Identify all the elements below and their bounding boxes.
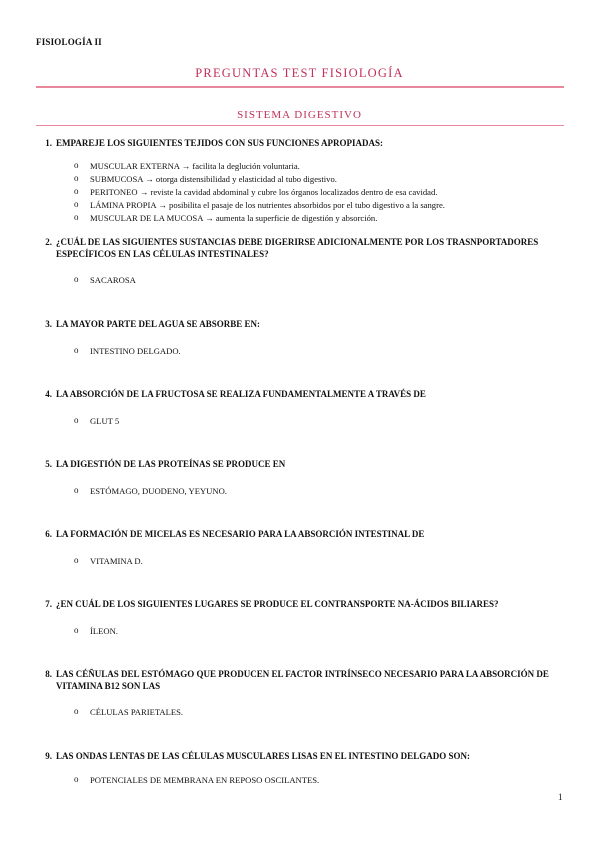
answer-item: o MUSCULAR DE LA MUCOSA → aumenta la superficie de digestión y absorción. (74, 212, 378, 223)
question-8 (36, 668, 564, 692)
bullet-icon: o (74, 555, 79, 565)
question-number: 6. (45, 529, 52, 539)
answer-item: o INTESTINO DELGADO. (74, 345, 181, 356)
question-text: ¿EN CUÁL DE LOS SIGUIENTES LUGARES SE PRODUCE EL CONTRANSPORTE NA-ÁCIDOS BILIARES? (56, 599, 499, 609)
bullet-icon: o (74, 485, 79, 495)
question-5 (36, 458, 564, 470)
bullet-icon: o (74, 774, 79, 784)
bullet-icon: o (74, 415, 79, 425)
bullet-icon: o (74, 186, 79, 196)
question-text: LA MAYOR PARTE DEL AGUA SE ABSORBE EN: (56, 319, 260, 329)
question-number: 2. (45, 237, 52, 247)
bullet-icon: o (74, 212, 79, 222)
bullet-icon: o (74, 706, 79, 716)
question-number: 9. (45, 751, 52, 761)
bullet-icon: o (74, 160, 79, 170)
answer-item: o GLUT 5 (74, 415, 120, 426)
answer-item: o LÁMINA PROPIA → posibilita el pasaje de los nutrientes absorbidos por el tubo digestivo a la sangre. (74, 199, 445, 210)
bullet-icon: o (74, 274, 79, 284)
answer-item: o MUSCULAR EXTERNA → facilita la deglución voluntaria. (74, 160, 300, 171)
question-number: 3. (45, 319, 52, 329)
answer-item: o ESTÓMAGO, DUODENO, YEYUNO. (74, 485, 227, 496)
answer-item: o CÉLULAS PARIETALES. (74, 706, 184, 717)
bullet-icon: o (74, 345, 79, 355)
bullet-icon: o (74, 173, 79, 183)
question-number: 5. (45, 459, 52, 469)
answer-item: o ÍLEON. (74, 625, 118, 636)
question-number: 8. (45, 669, 52, 679)
page-number: 1 (558, 792, 563, 802)
question-text: LA FORMACIÓN DE MICELAS ES NECESARIO PARA LA ABSORCIÓN INTESTINAL DE (56, 529, 425, 539)
document-title: PREGUNTAS TEST FISIOLOGÍA (195, 66, 404, 80)
question-7 (36, 598, 564, 610)
answer-item: o SACAROSA (74, 274, 136, 285)
question-number: 7. (45, 599, 52, 609)
question-2 (36, 236, 564, 260)
question-3 (36, 318, 564, 330)
bullet-icon: o (74, 625, 79, 635)
section-heading: SISTEMA DIGESTIVO (237, 109, 362, 121)
question-6 (36, 528, 564, 540)
question-text: ¿CUÁL DE LAS SIGUIENTES SUSTANCIAS DEBE DIGERIRSE ADICIONALMENTE POR LOS TRASNPORTADORES ESPECÍFICOS EN LAS CÉLULAS INTESTINALES? (56, 237, 539, 259)
bullet-icon: o (74, 199, 79, 209)
question-text: LA ABSORCIÓN DE LA FRUCTOSA SE REALIZA FUNDAMENTALMENTE A TRAVÉS DE (56, 389, 426, 399)
section-divider (36, 125, 564, 126)
question-1 (36, 137, 564, 149)
title-divider (36, 86, 564, 88)
question-text: EMPAREJE LOS SIGUIENTES TEJIDOS CON SUS FUNCIONES APROPIADAS: (56, 138, 383, 148)
question-9 (36, 750, 564, 762)
answer-item: o VITAMINA D. (74, 555, 143, 566)
answer-item: o PERITONEO → reviste la cavidad abdominal y cubre los órganos localizados dentro de esa cavidad. (74, 186, 438, 197)
question-text: LAS ONDAS LENTAS DE LAS CÉLULAS MUSCULARES LISAS EN EL INTESTINO DELGADO SON: (56, 751, 470, 761)
question-4 (36, 388, 564, 400)
question-number: 1. (45, 138, 52, 148)
question-text: LAS CÉÑULAS DEL ESTÓMAGO QUE PRODUCEN EL FACTOR INTRÍNSECO NECESARIO PARA LA ABSORCIÓN DE VITAMINA B12 SON LAS (56, 669, 549, 691)
question-text: LA DIGESTIÓN DE LAS PROTEÍNAS SE PRODUCE EN (56, 459, 286, 469)
answer-item: o POTENCIALES DE MEMBRANA EN REPOSO OSCILANTES. (74, 774, 320, 785)
running-header: FISIOLOGÍA II (36, 37, 102, 47)
answer-item: o SUBMUCOSA → otorga distensibilidad y elasticidad al tubo digestivo. (74, 173, 337, 184)
question-number: 4. (45, 389, 52, 399)
